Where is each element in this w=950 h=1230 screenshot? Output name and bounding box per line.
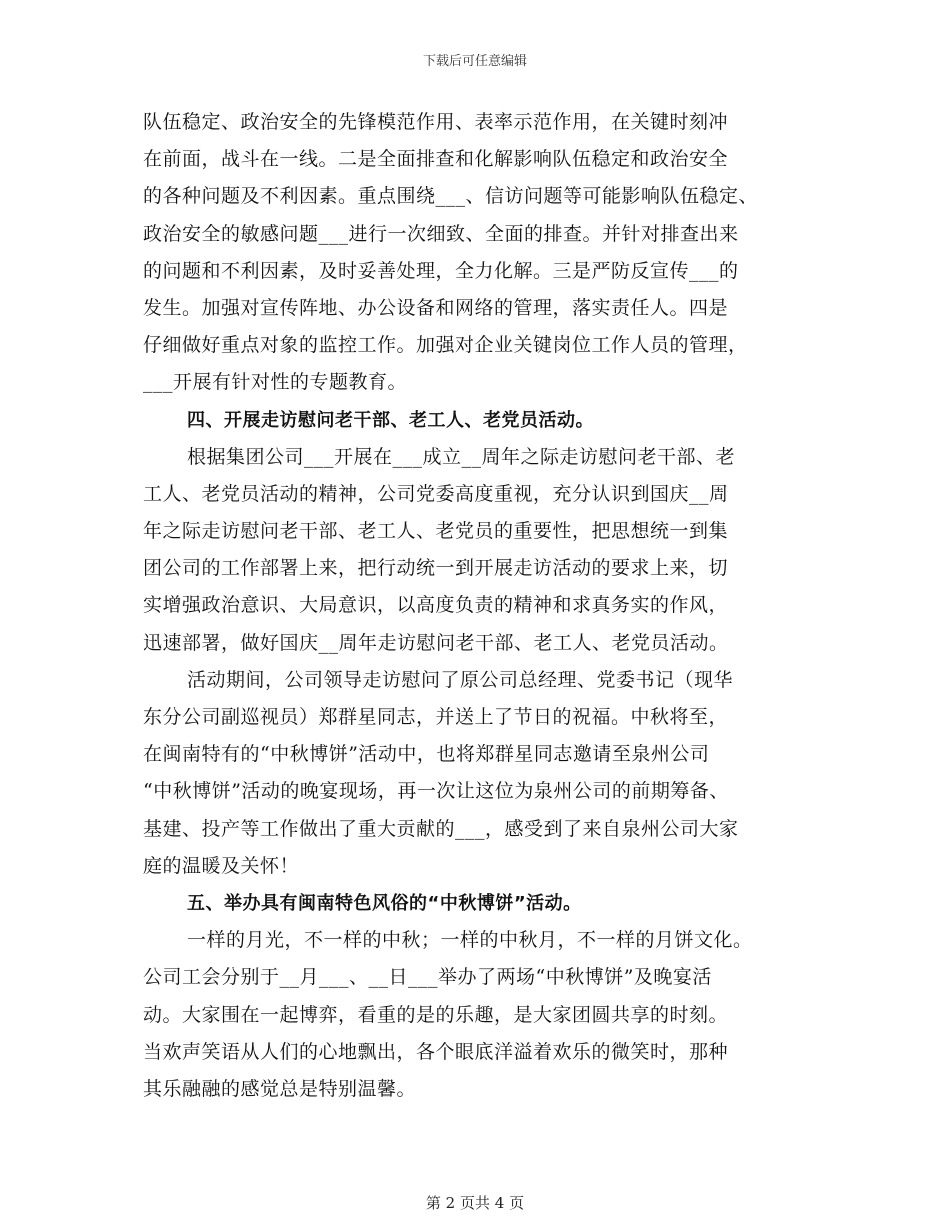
paragraph-line: 公司工会分别于__月___、__日___举办了两场“中秋博饼”及晚宴活: [143, 966, 712, 989]
section-heading: 五、举办具有闽南特色风俗的“中秋博饼”活动。: [187, 892, 582, 914]
paragraph-line: 一样的月光，不一样的中秋；一样的中秋月，不一样的月饼文化。: [187, 929, 753, 952]
paragraph-line: 工人、老党员活动的精神，公司党委高度重视，充分认识到国庆__周: [143, 482, 729, 505]
paragraph-line: 在闽南特有的“中秋博饼”活动中，也将郑群星同志邀请至泉州公司: [143, 743, 710, 766]
paragraph-line: 东分公司副巡视员）郑群星同志，并送上了节日的祝福。中秋将至，: [143, 706, 729, 728]
document-body: [143, 104, 823, 1108]
paragraph-line: 团公司的工作部署上来，把行动统一到开展走访活动的要求上来，切: [143, 557, 729, 580]
section-heading: 四、开展走访慰问老干部、老工人、老党员活动。: [187, 409, 594, 431]
paragraph-line: 迅速部署，做好国庆__周年走访慰问老干部、老工人、老党员活动。: [143, 631, 729, 654]
paragraph-line: 当欢声笑语从人们的心地飘出，各个眼底洋溢着欢乐的微笑时，那种: [143, 1040, 729, 1063]
paragraph-line: 庭的温暖及关怀！: [143, 854, 300, 877]
paragraph-line: 动。大家围在一起博弈，看重的是的乐趣，是大家团圆共享的时刻。: [143, 1003, 729, 1026]
paragraph-line: 仔细做好重点对象的监控工作。加强对企业关键岗位工作人员的管理，: [143, 334, 748, 357]
paragraph-line: 的各种问题及不利因素。重点围绕___、信访问题等可能影响队伍稳定、: [143, 185, 759, 208]
paragraph-line: 政治安全的敏感问题___进行一次细致、全面的排查。并针对排查出来: [143, 222, 739, 245]
paragraph-line: 其乐融融的感觉总是特别温馨。: [143, 1077, 417, 1100]
paragraph-line: 根据集团公司___开展在___成立__周年之际走访慰问老干部、老: [187, 445, 736, 468]
paragraph-line: 实增强政治意识、大局意识，以高度负责的精神和求真务实的作风，: [143, 594, 729, 617]
paragraph-line: 活动期间，公司领导走访慰问了原公司总经理、党委书记（现华: [187, 668, 734, 691]
paragraph-line: 发生。加强对宣传阵地、办公设备和网络的管理，落实责任人。四是: [143, 296, 729, 319]
paragraph-line: 基建、投产等工作做出了重大贡献的___，感受到了来自泉州公司大家: [143, 817, 739, 840]
paragraph-line: 年之际走访慰问老干部、老工人、老党员的重要性，把思想统一到集: [143, 520, 729, 543]
paragraph-line: 队伍稳定、政治安全的先锋模范作用、表率示范作用，在关键时刻冲: [143, 111, 729, 133]
paragraph-line: “中秋博饼”活动的晚宴现场，再一次让这位为泉州公司的前期筹备、: [143, 780, 729, 803]
paragraph-line: 的问题和不利因素，及时妥善处理，全力化解。三是严防反宣传___的: [143, 259, 739, 282]
page-header: 下载后可任意编辑: [422, 54, 527, 69]
paragraph-line: 在前面，战斗在一线。二是全面排查和化解影响队伍稳定和政治安全: [143, 148, 729, 171]
page-footer: 第 2 页共 4 页: [425, 1194, 525, 1212]
paragraph-line: ___开展有针对性的专题教育。: [143, 371, 408, 394]
